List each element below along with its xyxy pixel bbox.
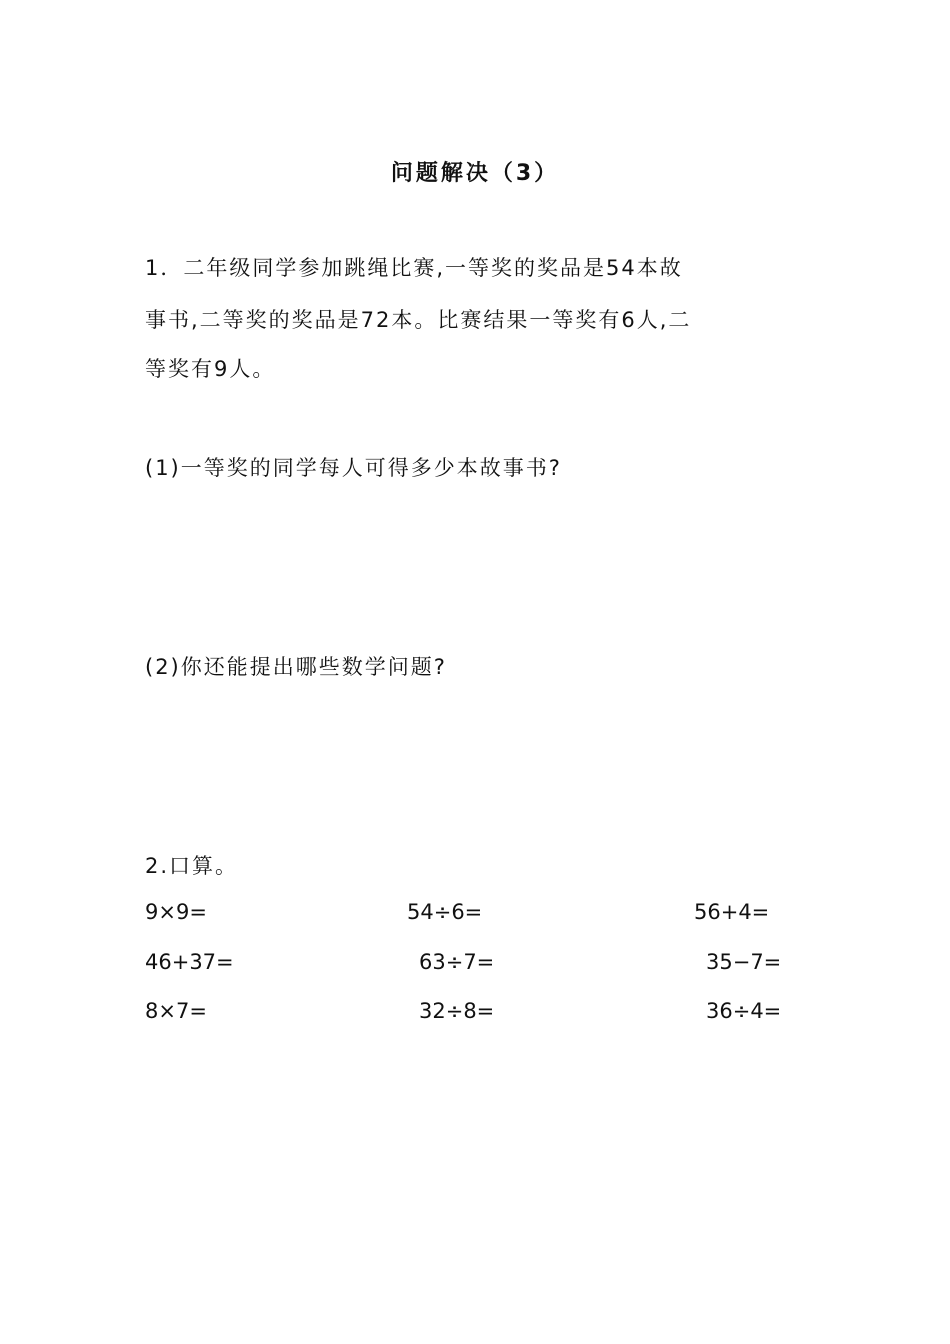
problem1-line3: 等奖有9人。 (145, 357, 276, 381)
calc-item: 56+4= (694, 900, 770, 924)
calc-item: 46+37= (145, 950, 234, 974)
problem2-heading: 2.口算。 (145, 854, 239, 878)
problem1-line1: 1．二年级同学参加跳绳比赛,一等奖的奖品是54本故 (145, 256, 683, 280)
page-title: 问题解决（3） (390, 161, 560, 186)
problem1-question1: (1)一等奖的同学每人可得多少本故事书? (145, 456, 562, 480)
calc-item: 8×7= (145, 999, 207, 1023)
calc-item: 63÷7= (419, 950, 495, 974)
calc-item: 36÷4= (706, 999, 782, 1023)
problem1-question2: (2)你还能提出哪些数学问题? (145, 655, 447, 679)
calc-item: 9×9= (145, 900, 207, 924)
calc-item: 32÷8= (419, 999, 495, 1023)
calc-item: 35−7= (706, 950, 782, 974)
calc-item: 54÷6= (407, 900, 483, 924)
problem1-line2: 事书,二等奖的奖品是72本。比赛结果一等奖有6人,二 (145, 308, 692, 332)
